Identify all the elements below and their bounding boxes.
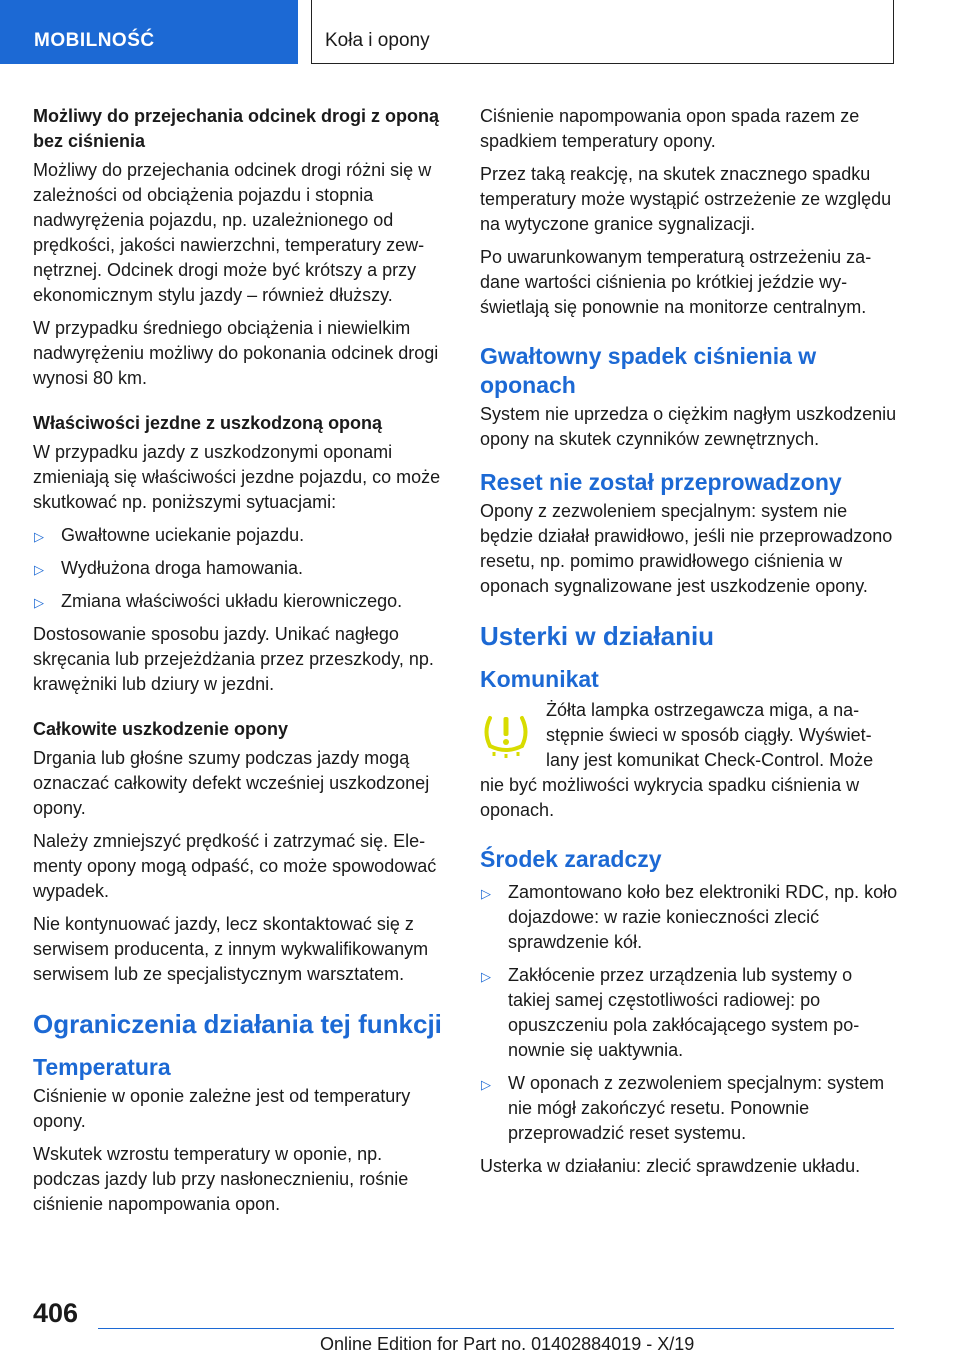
paragraph: Należy zmniejszyć prędkość i zatrzymać się. Elementy opony mogą odpaść, co może spowodować wypadek.	[33, 831, 437, 901]
chapter-tab	[0, 0, 298, 64]
paragraph: Przez taką reakcję, na skutek znacznego spadku temperatury może wystąpić ostrzeżenie ze względu na wytyczone granice sygnalizacji.	[480, 164, 892, 234]
paragraph: Wskutek wzrostu temperatury w oponie, np. podczas jazdy lub przy nasłonecznieniu, rośnie ciśnienie napompowania opon.	[33, 1144, 409, 1214]
heading-message: Komunikat	[480, 666, 599, 692]
heading-total-damage: Całkowite uszkodzenie opony	[33, 719, 289, 739]
paragraph: Możliwy do przejechania odcinek drogi różni się w zależności od obciążenia pojazdu i stopnia nadwyrężenia pojazdu, np. uzależnionego od prędkości, jakości nawierzchni, temperatury zewnętrznej. Odcinek drogi może być krótszy a przy ekonomicznym stylu jazdy – również dłuższy.	[33, 160, 432, 305]
paragraph: Żółta lampka ostrzegawcza miga, a następnie świeci w sposób ciągły. Wyświetlany jest komunikat Check-Control. Może nie być możliwości wykrycia spadku ciśnienia w oponach.	[480, 700, 874, 820]
tire-pressure-warning-icon	[480, 708, 532, 760]
bullet-list	[33, 523, 451, 614]
bullet-triangle-icon: ▷	[481, 969, 491, 984]
paragraph: Dostosowanie sposobu jazdy. Unikać nagłego skręcania lub przejeżdżania przez przeszkody, np. krawężniki lub dziury w jezdni.	[33, 624, 434, 694]
bullet-triangle-icon: ▷	[34, 595, 44, 610]
bullet-triangle-icon: ▷	[481, 886, 491, 901]
heading-remedy: Środek zaradczy	[480, 846, 662, 872]
chapter-title: MOBILNOŚĆ	[34, 30, 155, 51]
section-title: Koła i opony	[325, 30, 430, 51]
bullet-list	[480, 880, 898, 1146]
list-item: ▷ Zmiana właściwości układu kierowniczego.	[33, 589, 451, 614]
paragraph: W przypadku jazdy z uszkodzonymi oponami zmieniają się właściwości jezdne pojazdu, co może skutkować np. poniższymi sytuacjami:	[33, 442, 441, 512]
heading-driving-properties: Właściwości jezdne z uszkodzoną oponą	[33, 413, 383, 433]
heading-sudden-pressure-loss: Gwałtowny spadek ciśnienia w oponach	[480, 343, 817, 398]
page-number: 406	[33, 1298, 79, 1328]
list-item: ▷ W oponach z zezwoleniem specjalnym: system nie mógł zakończyć resetu. Ponownie przeprowadzić reset systemu.	[481, 1073, 885, 1143]
paragraph: Ciśnienie w oponie zależne jest od temperatury opony.	[33, 1086, 411, 1131]
paragraph: System nie uprzedza o ciężkim nagłym uszkodzeniu opony na skutek czynników zewnętrznych.	[480, 404, 897, 449]
paragraph: Ciśnienie napompowania opon spada razem ze spadkiem temperatury opony.	[480, 106, 860, 151]
heading-malfunctions: Usterki w działaniu	[480, 621, 715, 651]
list-item: ▷ Wydłużona droga hamowania.	[33, 556, 451, 581]
heading-reset-not-done: Reset nie został przeprowadzony	[480, 469, 842, 495]
paragraph: Drgania lub głośne szumy podczas jazdy mogą oznaczać całkowity defekt wcześniej uszkodzonej opony.	[33, 748, 430, 818]
list-item: ▷ Gwałtowne uciekanie pojazdu.	[33, 523, 451, 548]
left-column	[33, 104, 451, 1225]
paragraph: Usterka w działaniu: zlecić sprawdzenie układu.	[480, 1156, 861, 1176]
footer-divider	[98, 1328, 894, 1329]
right-column	[480, 104, 898, 1187]
bullet-triangle-icon: ▷	[34, 562, 44, 577]
paragraph: Po uwarunkowanym temperaturą ostrzeżeniu zadane wartości ciśnienia po krótkiej jeździe wyświetlają się ponownie na monitorze centralnym.	[480, 247, 872, 317]
bullet-triangle-icon: ▷	[481, 1077, 491, 1092]
paragraph: Opony z zezwoleniem specjalnym: system nie będzie działał prawidłowo, jeśli nie przeprowadzono resetu, np. pomimo prawidłowego ciśnienia w oponach sygnalizowane jest uszkodzenie opony.	[480, 501, 893, 596]
paragraph: W przypadku średniego obciążenia i niewielkim nadwyrężeniu możliwy do pokonania odcinek drogi wynosi 80 km.	[33, 318, 439, 388]
list-item: ▷ Zakłócenie przez urządzenia lub systemy o takiej samej częstotliwości radiowej: po opuszczeniu pola zakłócającego system ponownie się uaktywnia.	[481, 965, 860, 1060]
list-item: ▷ Zamontowano koło bez elektroniki RDC, np. koło dojazdowe: w razie konieczności zlecić sprawdzenie kół.	[481, 882, 898, 952]
heading-function-limits: Ograniczenia działania tej funkcji	[33, 1009, 442, 1039]
footer-edition: Online Edition for Part no. 01402884019 - X/19	[320, 1334, 695, 1354]
paragraph: Nie kontynuować jazdy, lecz skontaktować się z serwisem producenta, z innym wykwalifikowanym serwisem lub ze specjalistycznym warsztatem.	[33, 914, 429, 984]
bullet-triangle-icon: ▷	[34, 529, 44, 544]
warning-message-block	[480, 698, 898, 823]
heading-range: Możliwy do przejechania odcinek drogi z oponą bez ciśnienia	[33, 106, 440, 151]
heading-temperature: Temperatura	[33, 1054, 171, 1080]
